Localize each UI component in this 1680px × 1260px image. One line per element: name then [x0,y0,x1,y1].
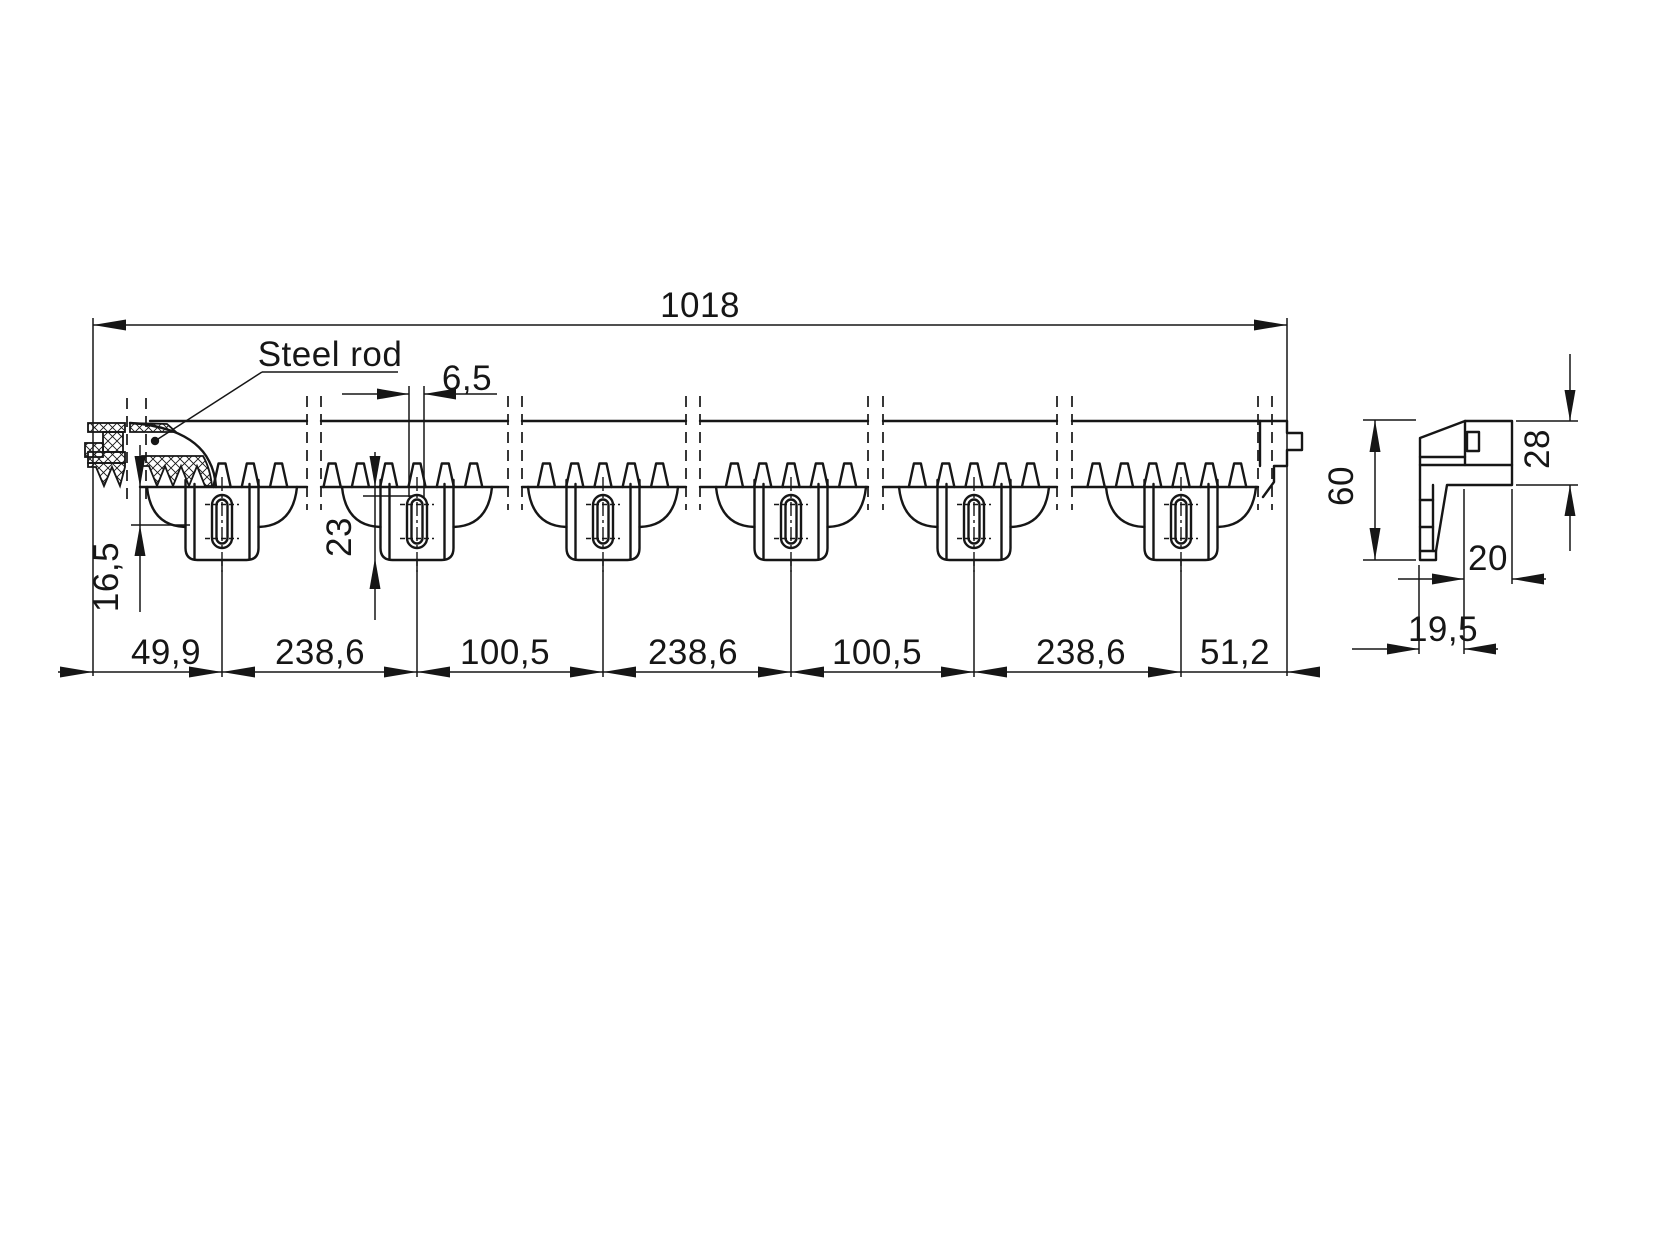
rubber-profile-section [85,423,125,486]
arrowhead-up [1370,420,1381,452]
profile-web [103,432,123,452]
bottom-dimension-chain [58,633,1320,678]
dim-label-seg4: 238,6 [647,633,739,672]
bracket-left-wing [716,487,755,527]
bracket-right-wing [640,487,679,527]
bracket-left-wing [1106,487,1145,527]
steel-rod-label: Steel rod [257,335,403,374]
chain-arrowhead [222,667,255,678]
bracket-right-wing [454,487,493,527]
end-cap-outline [1263,421,1302,497]
chain-arrowhead [1148,667,1181,678]
arrowhead-up [1565,485,1576,516]
arrowhead-down [135,456,146,487]
arrowhead-right [377,389,409,400]
profile-top-flange [88,423,125,432]
break-lines [307,396,1272,510]
arrowhead-right [1254,320,1287,331]
dim-label-seg6: 238,6 [1035,633,1127,672]
chain-arrowhead [417,667,450,678]
slot-width-dimension [342,359,497,497]
dim-label-rod: 16,5 [87,541,126,613]
side-height-dimension [1322,420,1416,560]
dome-teeth-section [142,456,212,486]
teeth [324,464,483,488]
chain-arrowhead [758,667,791,678]
arrowhead-down [1565,390,1576,421]
bracket-right-wing [828,487,867,527]
dim-label-seg7: 51,2 [1199,633,1271,672]
bracket-left-wing [528,487,567,527]
dim-label-overall: 1018 [660,286,740,325]
bracket-right-wing [259,487,298,527]
side-top-dimension [1516,354,1578,551]
right-end-cap [1260,421,1302,497]
steel-rod-callout [151,335,402,445]
dim-label-bracket: 23 [320,517,359,557]
teeth [1087,464,1246,488]
bracket-right-wing [1011,487,1050,527]
chain-arrowhead [570,667,603,678]
bracket-left-wing [147,487,186,527]
arrowhead-up [135,525,146,556]
arrowhead-right [1432,574,1464,585]
profile-band [88,452,125,463]
dim-label-seg5: 100,5 [831,633,923,672]
chain-arrowhead [941,667,974,678]
dim-label-side-top: 28 [1518,429,1557,469]
arrowhead-down [370,456,381,487]
arrowhead-left [1512,574,1544,585]
dim-label-side-depth: 20 [1468,539,1508,578]
dim-label-seg2: 238,6 [274,633,366,672]
bracket-right-wing [1218,487,1257,527]
chain-arrowhead [603,667,636,678]
arrowhead-up [370,558,381,589]
chain-arrowhead [60,667,93,678]
dim-label-seg3: 100,5 [459,633,551,672]
arrowhead-down [1370,528,1381,560]
side-view-tab-notch [1467,432,1479,451]
dim-label-side-base: 19,5 [1407,610,1479,649]
dim-label-slot: 6,5 [441,359,493,398]
arrowhead-left [93,320,126,331]
leader-dot [151,437,159,445]
bracket-left-wing [899,487,938,527]
chain-arrowhead [1287,667,1320,678]
chain-arrowhead [974,667,1007,678]
chain-arrowhead [791,667,824,678]
dim-label-seg1: 49,9 [130,633,202,672]
dim-label-side-height: 60 [1322,466,1361,506]
chain-arrowhead [384,667,417,678]
